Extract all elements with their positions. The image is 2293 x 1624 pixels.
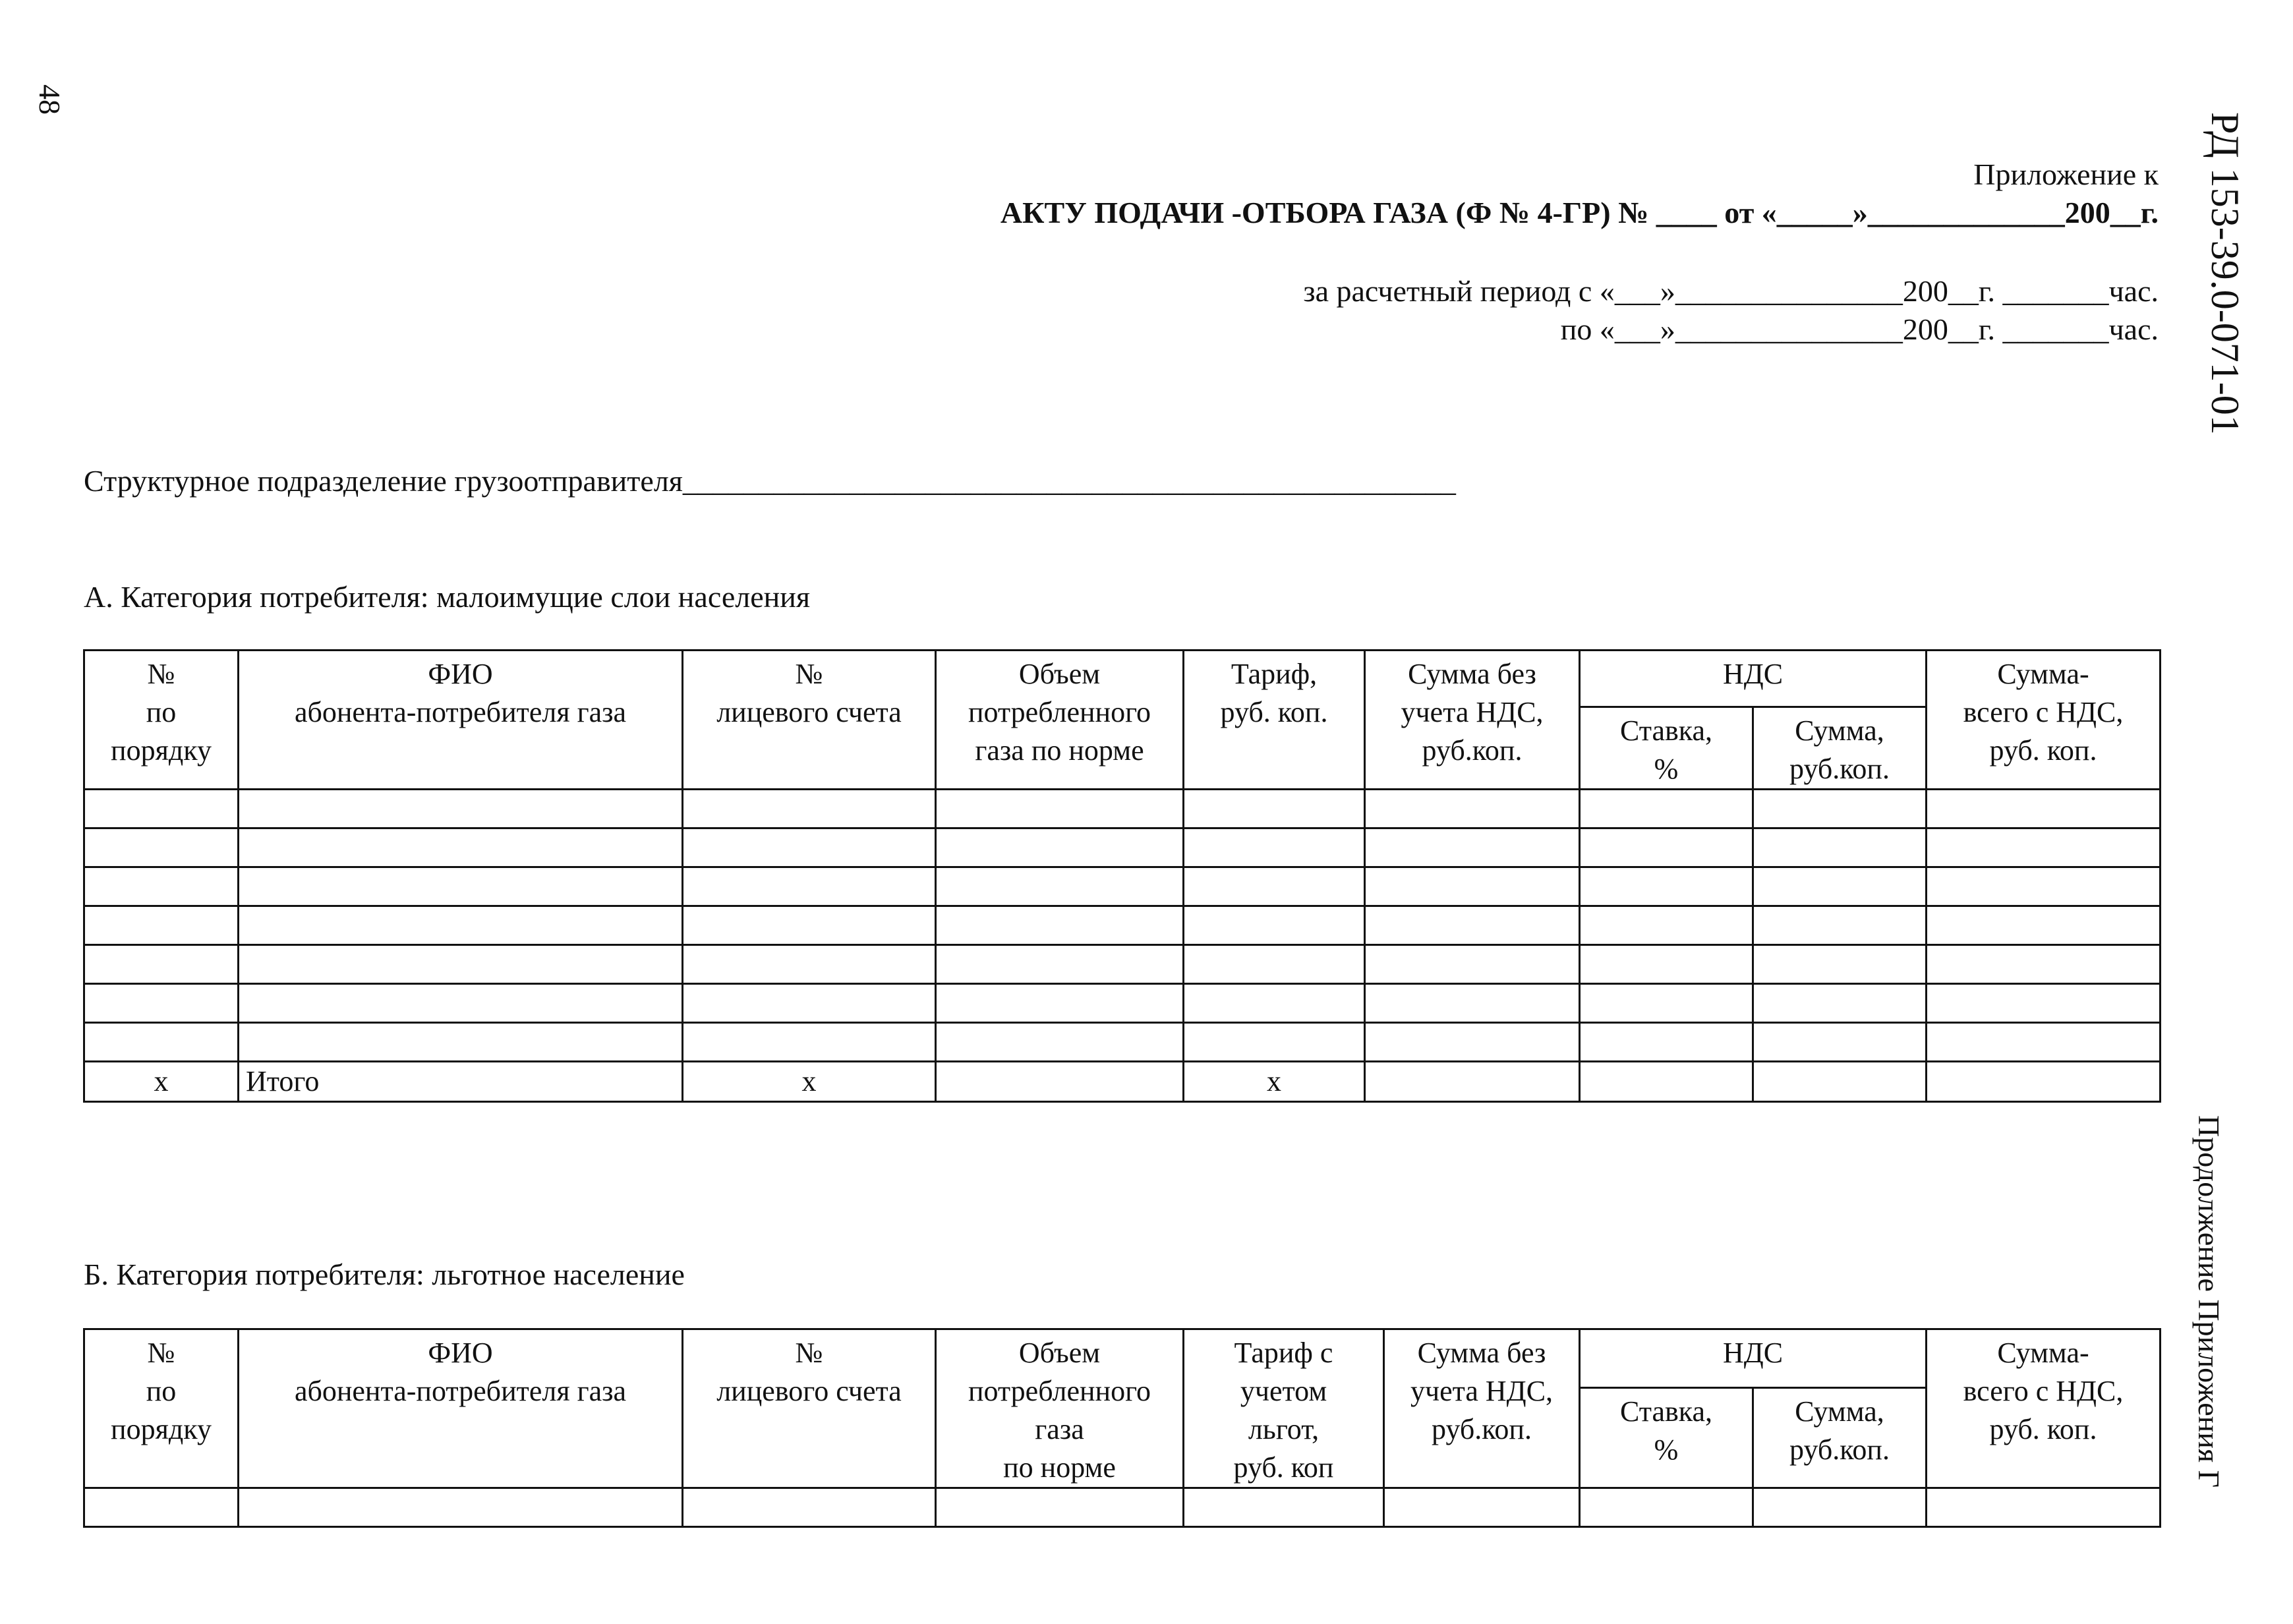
totals-tariff-cell: х: [1184, 1062, 1365, 1102]
col-header-fio: ФИО абонента-потребителя газа: [239, 651, 683, 790]
totals-row: [84, 1062, 2161, 1102]
appendix-label: Приложение к: [1973, 158, 2159, 191]
totals-account-cell: х: [683, 1062, 936, 1102]
col-header-vat: НДС: [1580, 1329, 1927, 1388]
totals-label-cell: Итого: [239, 1062, 683, 1102]
document-code: РД 153-39.0-071-01: [2203, 112, 2247, 435]
table-a: [83, 649, 2161, 1103]
table-row: [84, 867, 2161, 906]
col-header-vat-sum: Сумма, руб.коп.: [1753, 707, 1927, 790]
col-header-num: № по порядку: [84, 1329, 239, 1488]
subdivision-line: Структурное подразделение грузоотправителя___________________________________________________: [84, 464, 1456, 498]
col-header-sum-no-vat: Сумма без учета НДС, руб.коп.: [1365, 651, 1580, 790]
page-number: 48: [33, 84, 67, 115]
col-header-num: № по порядку: [84, 651, 239, 790]
continuation-label: Продолжение Приложения Г: [2192, 1115, 2226, 1488]
col-header-sum-no-vat: Сумма без учета НДС, руб.коп.: [1384, 1329, 1580, 1488]
table-row: [84, 945, 2161, 984]
table-row: [84, 1023, 2161, 1062]
table-row: [84, 828, 2161, 867]
col-header-volume: Объем потребленного газа по норме: [936, 1329, 1184, 1488]
period-from-line: за расчетный период с «___»_______________200__г. _______час.: [1303, 274, 2159, 308]
section-b-title: Б. Категория потребителя: льготное население: [84, 1258, 685, 1291]
col-header-vat-rate: Ставка, %: [1580, 707, 1753, 790]
col-header-volume: Объем потребленного газа по норме: [936, 651, 1184, 790]
table-row: [84, 790, 2161, 828]
act-title: АКТУ ПОДАЧИ -ОТБОРА ГАЗА (Ф № 4-ГР) № ____ от «_____»_____________200__г.: [1000, 196, 2159, 229]
col-header-total: Сумма- всего с НДС, руб. коп.: [1927, 651, 2161, 790]
section-a-title: А. Категория потребителя: малоимущие слои населения: [84, 580, 811, 614]
period-to-line: по «___»_______________200__г. _______час.: [1560, 312, 2159, 346]
table-row: [84, 906, 2161, 945]
table-row: [84, 984, 2161, 1023]
col-header-fio: ФИО абонента-потребителя газа: [239, 1329, 683, 1488]
col-header-account: № лицевого счета: [683, 651, 936, 790]
col-header-total: Сумма- всего с НДС, руб. коп.: [1927, 1329, 2161, 1488]
col-header-tariff: Тариф, руб. коп.: [1184, 651, 1365, 790]
table-row: [84, 1488, 2161, 1527]
col-header-vat-sum: Сумма, руб.коп.: [1753, 1388, 1927, 1488]
col-header-tariff: Тариф с учетом льгот, руб. коп: [1184, 1329, 1384, 1488]
col-header-vat: НДС: [1580, 651, 1927, 707]
table-b: [83, 1328, 2161, 1528]
totals-num-cell: х: [84, 1062, 239, 1102]
col-header-vat-rate: Ставка, %: [1580, 1388, 1753, 1488]
col-header-account: № лицевого счета: [683, 1329, 936, 1488]
